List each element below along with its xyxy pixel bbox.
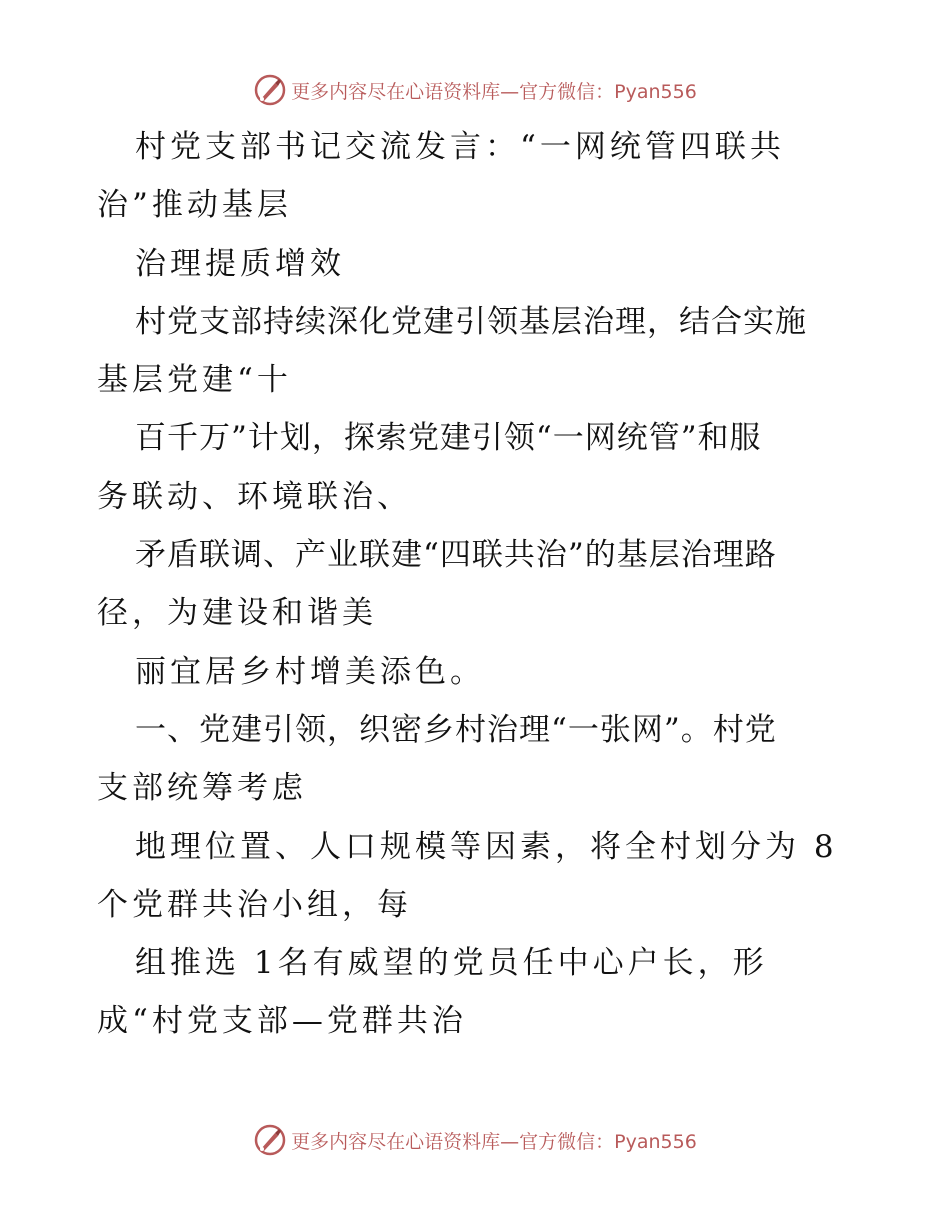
text-line: 组推选 1名有威望的党员任中心户长，形 bbox=[135, 945, 768, 982]
text-line: 径，为建设和谐美 bbox=[97, 595, 377, 632]
article-body bbox=[97, 118, 867, 1051]
text-line: 基层党建“十 bbox=[97, 362, 292, 399]
text-line: 矛盾联调、产业联建“四联共治”的基层治理路 bbox=[135, 537, 777, 574]
watermark-banner-top bbox=[0, 70, 950, 110]
text-line: 支部统筹考虑 bbox=[97, 770, 307, 807]
text-line: 务联动、环境联治、 bbox=[97, 478, 412, 515]
text-line: 丽宜居乡村增美添色。 bbox=[135, 653, 485, 690]
text-line: 地理位置、人口规模等因素，将全村划分为 8 bbox=[135, 828, 838, 865]
text-line: 治理提质增效 bbox=[135, 245, 345, 282]
text-line: 村党支部书记交流发言：“一网统管四联共 bbox=[135, 129, 785, 165]
watermark-text: 更多内容尽在心语资料库—官方微信：Pyan556 bbox=[291, 1130, 697, 1153]
text-line: 村党支部持续深化党建引领基层治理，结合实施 bbox=[135, 303, 807, 340]
watermark-banner-bottom bbox=[0, 1120, 950, 1160]
text-line: 治”推动基层 bbox=[97, 187, 292, 224]
text-line: 个党群共治小组，每 bbox=[97, 886, 412, 923]
pen-circle-logo-icon bbox=[253, 1123, 287, 1157]
watermark-text: 更多内容尽在心语资料库—官方微信：Pyan556 bbox=[291, 80, 697, 103]
text-line: 百千万”计划，探索党建引领“一网统管”和服 bbox=[135, 420, 762, 457]
pen-circle-logo-icon bbox=[253, 73, 287, 107]
text-line: 成“村党支部—党群共治 bbox=[97, 1003, 467, 1040]
text-line: 一、党建引领，织密乡村治理“一张网”。村党 bbox=[135, 711, 777, 748]
